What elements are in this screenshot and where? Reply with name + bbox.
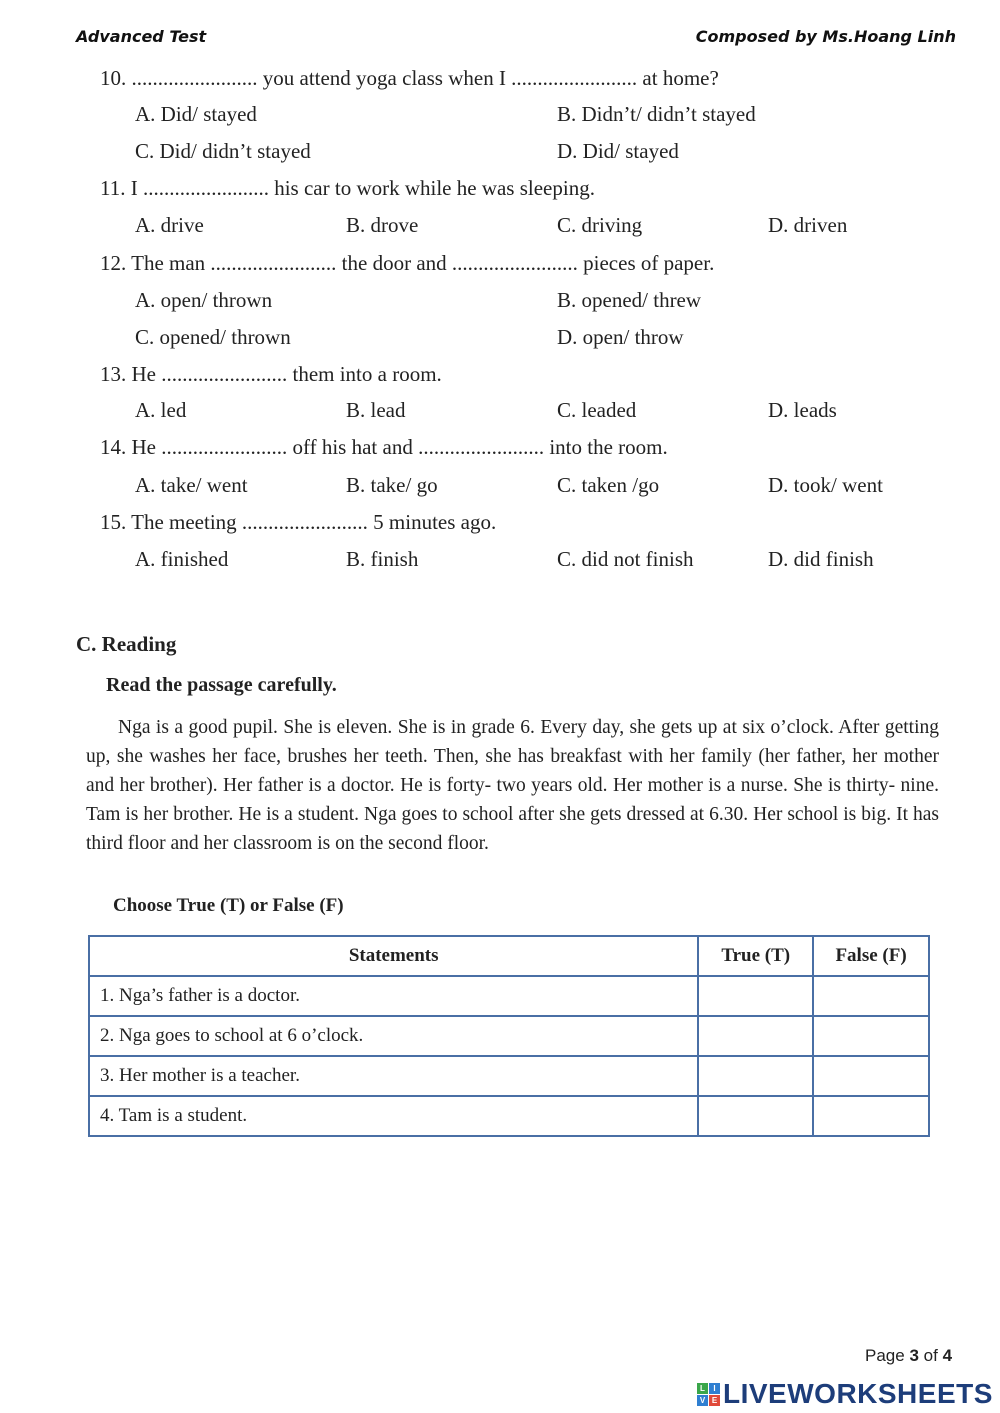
logo-letter: I <box>709 1383 720 1394</box>
question-14: 14. He ........................ off his hat and ........................ into the room. <box>100 435 668 459</box>
liveworksheets-logo <box>697 1378 993 1410</box>
answer-option[interactable]: C. opened/ thrown <box>135 325 291 349</box>
statement: 2. Nga goes to school at 6 o’clock. <box>89 1016 698 1056</box>
logo-letter: E <box>709 1395 720 1406</box>
table-row <box>89 1016 929 1056</box>
true-cell[interactable] <box>698 1096 813 1136</box>
answer-option[interactable]: C. leaded <box>557 398 637 422</box>
statement: 4. Tam is a student. <box>89 1096 698 1136</box>
answer-option[interactable]: B. opened/ threw <box>557 288 702 312</box>
logo-cube-icon <box>697 1383 720 1406</box>
false-cell[interactable] <box>813 1016 929 1056</box>
statement: 1. Nga’s father is a doctor. <box>89 976 698 1016</box>
statement: 3. Her mother is a teacher. <box>89 1056 698 1096</box>
true-false-table <box>88 935 930 1137</box>
answer-option[interactable]: B. take/ go <box>346 473 438 497</box>
total-pages: 4 <box>942 1346 953 1365</box>
answer-option[interactable]: C. taken /go <box>557 473 660 497</box>
answer-option[interactable]: C. Did/ didn’t stayed <box>135 139 311 163</box>
answer-option[interactable]: A. take/ went <box>135 473 248 497</box>
answer-option[interactable]: C. driving <box>557 213 643 237</box>
answer-option[interactable]: A. led <box>135 398 187 422</box>
header-right: Composed by Ms.Hoang Linh <box>695 27 956 46</box>
logo-letter: L <box>697 1383 708 1394</box>
answer-option[interactable]: D. did finish <box>768 547 874 571</box>
header-false: False (F) <box>813 936 929 976</box>
answer-option[interactable]: D. open/ throw <box>557 325 684 349</box>
answer-option[interactable]: A. Did/ stayed <box>135 102 257 126</box>
page-number <box>865 1346 952 1366</box>
answer-option[interactable]: D. driven <box>768 213 848 237</box>
question-12: 12. The man ........................ the door and ........................ pieces of paper. <box>100 251 715 275</box>
reading-instruction: Read the passage carefully. <box>106 674 337 696</box>
page-label: Page <box>865 1346 905 1365</box>
table-row <box>89 1096 929 1136</box>
answer-option[interactable]: B. lead <box>346 398 406 422</box>
true-cell[interactable] <box>698 1016 813 1056</box>
true-cell[interactable] <box>698 976 813 1016</box>
false-cell[interactable] <box>813 1096 929 1136</box>
answer-option[interactable]: B. Didn’t/ didn’t stayed <box>557 102 756 126</box>
answer-option[interactable]: A. open/ thrown <box>135 288 273 312</box>
answer-option[interactable]: A. finished <box>135 547 229 571</box>
true-cell[interactable] <box>698 1056 813 1096</box>
false-cell[interactable] <box>813 976 929 1016</box>
answer-option[interactable]: D. took/ went <box>768 473 883 497</box>
reading-passage: Nga is a good pupil. She is eleven. She is in grade 6. Every day, she gets up at six o’clock. After getting up, she washes her face, brushes her teeth. Then, she has breakfast with her family (her father, her mother and her brother). Her father is a doctor. He is forty- two years old. Her mother is a nurse. She is thirty- nine. Tam is her brother. He is a student. Nga goes to school after she gets dressed at 6.30. Her school is big. It has third floor and her classroom is on the second floor. <box>86 717 939 854</box>
logo-text: LIVEWORKSHEETS <box>723 1378 993 1409</box>
answer-option[interactable]: B. drove <box>346 213 419 237</box>
question-10: 10. ........................ you attend yoga class when I ........................ at home? <box>100 66 719 90</box>
answer-option[interactable]: D. Did/ stayed <box>557 139 679 163</box>
false-cell[interactable] <box>813 1056 929 1096</box>
header-left: Advanced Test <box>76 27 207 46</box>
task-instruction: Choose True (T) or False (F) <box>113 895 344 916</box>
question-11: 11. I ........................ his car to work while he was sleeping. <box>100 176 595 200</box>
table-row <box>89 1056 929 1096</box>
section-title: C. Reading <box>76 632 177 656</box>
question-13: 13. He ........................ them into a room. <box>100 362 442 386</box>
answer-option[interactable]: C. did not finish <box>557 547 694 571</box>
of-label: of <box>923 1346 938 1365</box>
logo-letter: V <box>697 1395 708 1406</box>
header-true: True (T) <box>698 936 813 976</box>
question-15: 15. The meeting ........................ 5 minutes ago. <box>100 510 497 534</box>
header-statements: Statements <box>89 936 698 976</box>
answer-option[interactable]: A. drive <box>135 213 204 237</box>
answer-option[interactable]: D. leads <box>768 398 837 422</box>
table-row <box>89 976 929 1016</box>
answer-option[interactable]: B. finish <box>346 547 419 571</box>
current-page: 3 <box>909 1346 919 1365</box>
